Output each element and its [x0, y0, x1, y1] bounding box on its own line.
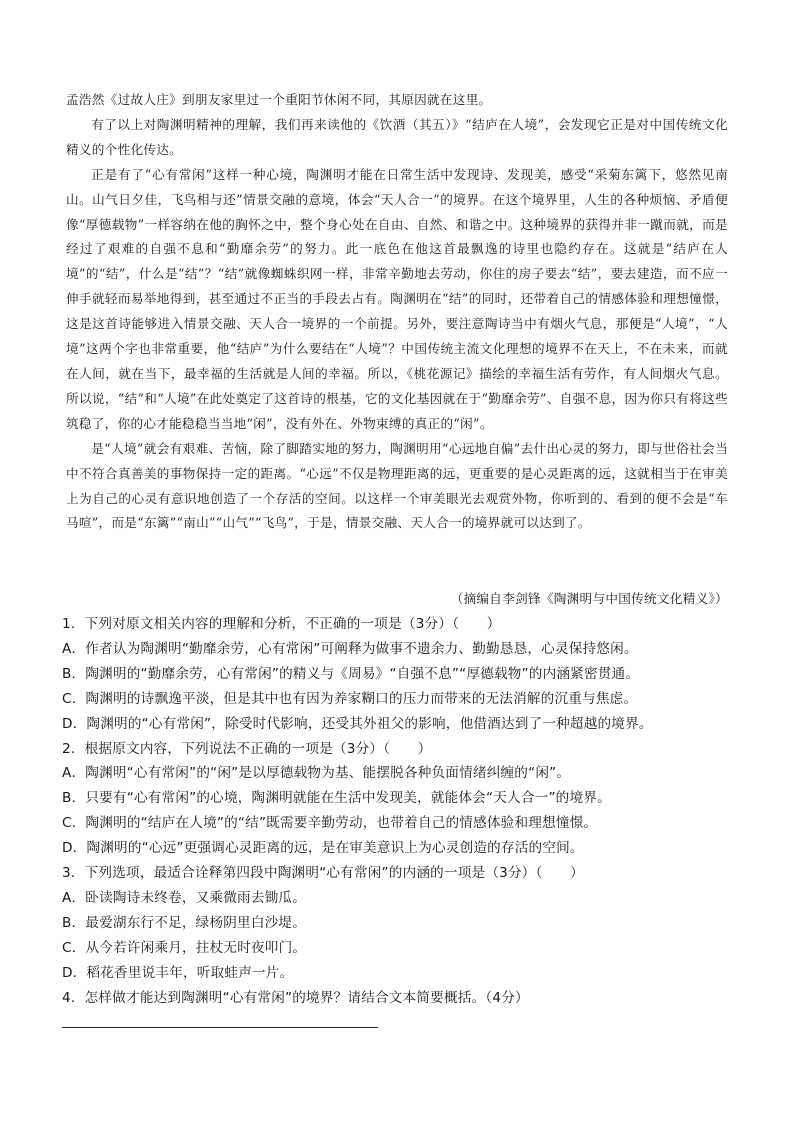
question-3-option-b: B．最爱湖东行不足，绿杨阴里白沙堤。 [62, 914, 307, 931]
question-2-option-a: A．陶渊明“心有常闲”的“闲”是以厚德载物为基、能摆脱各种负面情绪纠缠的“闲”。 [62, 765, 571, 782]
question-2-stem: 2．根据原文内容，下列说法不正确的一项是（3分）（ ） [62, 740, 432, 757]
question-1-option-c: C．陶渊明的诗飘逸平淡，但是其中也有因为养家糊口的压力而带来的无法消解的沉重与焦虑。 [62, 690, 638, 707]
reading-passage [66, 88, 728, 536]
question-1-option-d: D．陶渊明的“心有常闲”，除受时代影响，还受其外祖父的影响，他借酒达到了一种超越的境界。 [62, 715, 653, 732]
question-1-option-b: B．陶渊明的“勤靡余劳，心有常闲”的精义与《周易》“自强不息”“厚德载物”的内涵紧密贯通。 [62, 665, 640, 682]
question-3-option-c: C．从今若许闲乘月，拄杖无时夜叩门。 [62, 939, 307, 956]
question-4-stem: 4．怎样做才能达到陶渊明“心有常闲”的境界？请结合文本简要概括。（4分） [62, 989, 529, 1006]
question-2-option-c: C．陶渊明的“结庐在人境”的“结”既需要辛勤劳动，也带着自己的情感体验和理想憧憬。 [62, 815, 598, 832]
question-1-stem: 1．下列对原文相关内容的理解和分析，不正确的一项是（3分）（ ） [62, 616, 501, 632]
question-2-option-b: B．只要有“心有常闲”的心境，陶渊明就能在生活中发现美，就能体会“天人合一”的境界。 [62, 790, 611, 807]
question-list [62, 612, 732, 1011]
passage-paragraph-3: 正是有了“心有常闲”这样一种心境，陶渊明才能在日常生活中发现诗、发现美，感受“采菊东篱下，悠然见南山。山气日夕佳，飞鸟相与还”情景交融的意境，体会“天人合一”的境界。在这个境界里，人生的各种烦恼、矛盾便像“厚德载物”一样容纳在他的胸怀之中，整个身心处在自由、自然、和谐之中。这种境界的获得并非一蹴而就，而是经过了艰难的自强不息和“勤靡余劳”的努力。此一底色在他这首最飘逸的诗里也隐约存在。这就是“结庐在人境”的“结”，什么是“结”？“结”就像蜘蛛织网一样，非常辛勤地去劳动，你住的房子要去“结”，要去建造，而不应一伸手就轻而易举地得到，甚至通过不正当的手段去占有。陶渊明在“结”的同时，还带着自己的情感体验和理想憧憬，这是这首诗能够进入情景交融、天人合一境界的一个前提。另外，要注意陶诗当中有烟火气息，那便是“人境”，“人境”这两个字也非常重要，他“结庐”为什么要结在“人境”？中国传统主流文化理想的境界不在天上，不在未来，而就在人间，就在当下，最幸福的生活就是人间的幸福。所以，《桃花源记》描绘的幸福生活有劳作，有人间烟火气息。所以说，“结”和“人境”在此处奠定了这首诗的根基，它的文化基因就在于“勤靡余劳”、自强不息，因为你只有将这些筑稳了，你的心才能稳稳当当地“闲”，没有外在、外物束缚的真正的“闲”。 [66, 166, 728, 431]
question-2-option-d: D．陶渊明的“心远”更强调心灵距离的远，是在审美意识上为心灵创造的存活的空间。 [62, 840, 584, 857]
passage-paragraph-2: 有了以上对陶渊明精神的理解，我们再来读他的《饮酒（其五）》“结庐在人境”，会发现它正是对中国传统文化精义的个性化传达。 [66, 116, 728, 157]
question-3-stem: 3．下列选项，最适合诠释第四段中陶渊明“心有常闲”的内涵的一项是（3分）（ ） [62, 865, 584, 882]
passage-paragraph-1: 孟浩然《过故人庄》到朋友家里过一个重阳节休闲不同，其原因就在这里。 [66, 92, 492, 107]
question-3-option-a: A．卧读陶诗未终卷，又乘微雨去锄瓜。 [62, 889, 306, 906]
passage-source: （摘编自李剑锋《陶渊明与中国传统文化精义》） [450, 591, 728, 606]
footnote-divider [62, 1027, 378, 1028]
passage-paragraph-4: 是“人境”就会有艰难、苦恼，除了脚踏实地的努力，陶渊明用“心远地自偏”去什出心灵的努力，即与世俗社会当中不符合真善美的事物保持一定的距离。“心远”不仅是物理距离的远，更重要的是心灵距离的远，这就相当于在审美上为自己的心灵有意识地创造了一个存活的空间。以这样一个审美眼光去观赏外物，你听到的、看到的便不会是“车马喧”，而是“东篱”“南山”“山气”“飞鸟”，于是，情景交融、天人合一的境界就可以达到了。 [66, 440, 728, 531]
question-3-option-d: D．稻花香里说丰年，听取蛙声一片。 [62, 964, 294, 981]
question-1-option-a: A．作者认为陶渊明“勤靡余劳，心有常闲”可阐释为做事不遗余力、勤勤恳恳，心灵保持悠闲。 [62, 640, 638, 657]
